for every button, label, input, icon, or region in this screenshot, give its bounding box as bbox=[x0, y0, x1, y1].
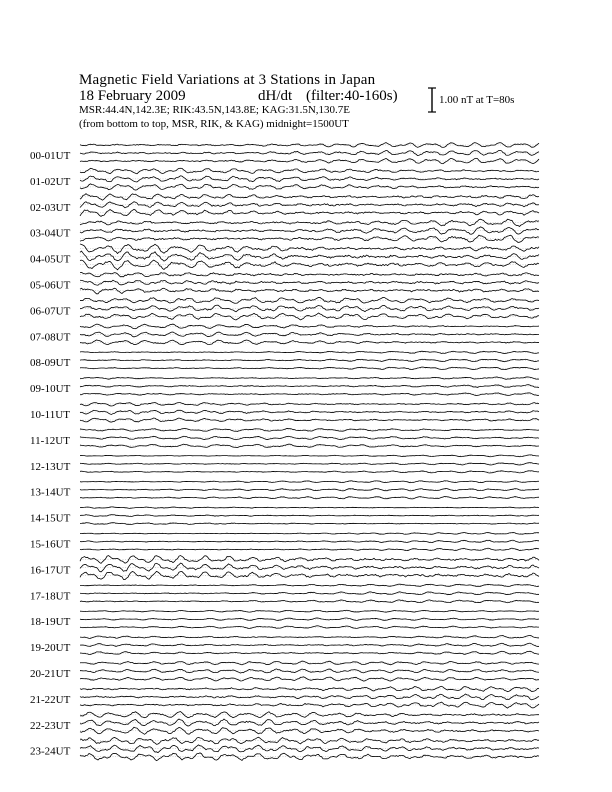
hour-row-04-05UT bbox=[30, 244, 540, 270]
trace-RIK bbox=[80, 410, 539, 414]
trace-RIK bbox=[80, 385, 539, 388]
trace-MSR bbox=[80, 600, 539, 603]
trace-RIK bbox=[80, 592, 539, 595]
trace-rows bbox=[30, 143, 540, 761]
trace-RIK bbox=[80, 515, 539, 517]
trace-RIK bbox=[80, 694, 539, 700]
hour-label: 14-15UT bbox=[30, 512, 71, 525]
hour-row-06-07UT bbox=[30, 297, 540, 320]
trace-KAG bbox=[80, 635, 539, 638]
hour-label: 02-03UT bbox=[30, 201, 71, 214]
hour-row-12-13UT bbox=[30, 455, 540, 473]
hour-row-14-15UT bbox=[30, 507, 540, 525]
hour-row-01-02UT bbox=[30, 168, 540, 190]
hour-label: 03-04UT bbox=[30, 227, 71, 240]
trace-RIK bbox=[80, 280, 539, 285]
trace-RIK bbox=[80, 332, 539, 337]
hour-row-03-04UT bbox=[30, 219, 540, 242]
hour-row-13-14UT bbox=[30, 481, 540, 499]
hour-label: 05-06UT bbox=[30, 279, 71, 292]
hour-label: 13-14UT bbox=[30, 486, 71, 499]
hour-row-15-16UT bbox=[30, 532, 540, 550]
hour-row-21-22UT bbox=[30, 686, 540, 708]
hour-label: 04-05UT bbox=[30, 253, 71, 266]
hour-label: 18-19UT bbox=[30, 616, 71, 629]
trace-KAG bbox=[80, 403, 539, 406]
hour-label: 20-21UT bbox=[30, 668, 71, 680]
chart-date: 18 February 2009 bbox=[79, 88, 186, 104]
trace-KAG bbox=[80, 428, 539, 431]
hour-label: 22-23UT bbox=[30, 719, 71, 732]
hour-label: 15-16UT bbox=[30, 538, 71, 551]
hour-label: 16-17UT bbox=[30, 564, 71, 577]
trace-KAG bbox=[80, 532, 539, 534]
component-label: dH/dt bbox=[258, 88, 293, 104]
hour-row-10-11UT bbox=[30, 403, 540, 423]
hour-label: 11-12UT bbox=[30, 434, 70, 447]
hour-label: 17-18UT bbox=[30, 590, 71, 603]
station-coordinates: MSR:44.4N,142.3E; RIK:43.5N,143.8E; KAG:31.5N,130.7E bbox=[79, 104, 351, 116]
hour-row-02-03UT bbox=[30, 194, 540, 217]
trace-MSR bbox=[80, 626, 539, 629]
trace-RIK bbox=[80, 618, 539, 620]
trace-RIK bbox=[80, 563, 539, 572]
trace-KAG bbox=[80, 272, 539, 276]
hour-label: 00-01UT bbox=[30, 150, 71, 162]
trace-KAG bbox=[80, 661, 539, 665]
hour-label: 19-20UT bbox=[30, 642, 71, 655]
filter-label: (filter:40-160s) bbox=[306, 88, 398, 104]
hour-row-22-23UT bbox=[30, 712, 540, 735]
hour-row-19-20UT bbox=[30, 635, 540, 654]
trace-RIK bbox=[80, 719, 539, 726]
hour-row-09-10UT bbox=[30, 377, 540, 396]
scale-bar-label: 1.00 nT at T=80s bbox=[439, 94, 515, 106]
trace-MSR bbox=[80, 288, 539, 294]
hour-label: 21-22UT bbox=[30, 693, 71, 706]
trace-KAG bbox=[80, 324, 539, 329]
trace-KAG bbox=[80, 686, 539, 691]
trace-MSR bbox=[80, 727, 539, 734]
hour-row-08-09UT bbox=[30, 351, 540, 369]
trace-MSR bbox=[80, 260, 539, 270]
hour-label: 01-02UT bbox=[30, 175, 71, 188]
trace-RIK bbox=[80, 202, 539, 208]
hour-label: 12-13UT bbox=[30, 460, 71, 473]
trace-MSR bbox=[80, 444, 539, 448]
trace-RIK bbox=[80, 643, 539, 646]
trace-MSR bbox=[80, 651, 539, 654]
hour-label: 07-08UT bbox=[30, 331, 71, 344]
trace-KAG bbox=[80, 712, 539, 718]
trace-KAG bbox=[80, 143, 539, 148]
scale-bar bbox=[428, 88, 436, 112]
trace-MSR bbox=[80, 340, 539, 345]
chart-title: Magnetic Field Variations at 3 Stations in Japan bbox=[79, 72, 376, 88]
hour-row-17-18UT bbox=[30, 584, 540, 603]
hour-row-07-08UT bbox=[30, 324, 540, 345]
hour-label: 09-10UT bbox=[30, 383, 71, 396]
hour-label: 23-24UT bbox=[30, 745, 71, 758]
trace-KAG bbox=[80, 507, 539, 509]
trace-RIK bbox=[80, 176, 539, 182]
hour-label: 10-11UT bbox=[30, 409, 70, 421]
trace-MSR bbox=[80, 184, 539, 190]
hour-row-05-06UT bbox=[30, 272, 540, 293]
hour-row-00-01UT bbox=[30, 143, 540, 164]
hour-label: 06-07UT bbox=[30, 305, 71, 318]
hour-row-18-19UT bbox=[30, 610, 540, 628]
hour-row-11-12UT bbox=[30, 428, 540, 447]
station-order-note: (from bottom to top, MSR, RIK, & KAG) midnight=1500UT bbox=[79, 118, 349, 130]
hour-row-20-21UT bbox=[30, 661, 540, 681]
hour-row-23-24UT bbox=[30, 737, 540, 760]
trace-MSR bbox=[80, 418, 539, 422]
trace-RIK bbox=[80, 359, 539, 361]
trace-KAG bbox=[80, 584, 539, 586]
trace-KAG bbox=[80, 610, 539, 612]
trace-RIK bbox=[80, 436, 539, 439]
trace-MSR bbox=[80, 523, 539, 525]
hour-row-16-17UT bbox=[30, 556, 540, 580]
hour-label: 08-09UT bbox=[30, 357, 71, 370]
trace-RIK bbox=[80, 251, 539, 261]
